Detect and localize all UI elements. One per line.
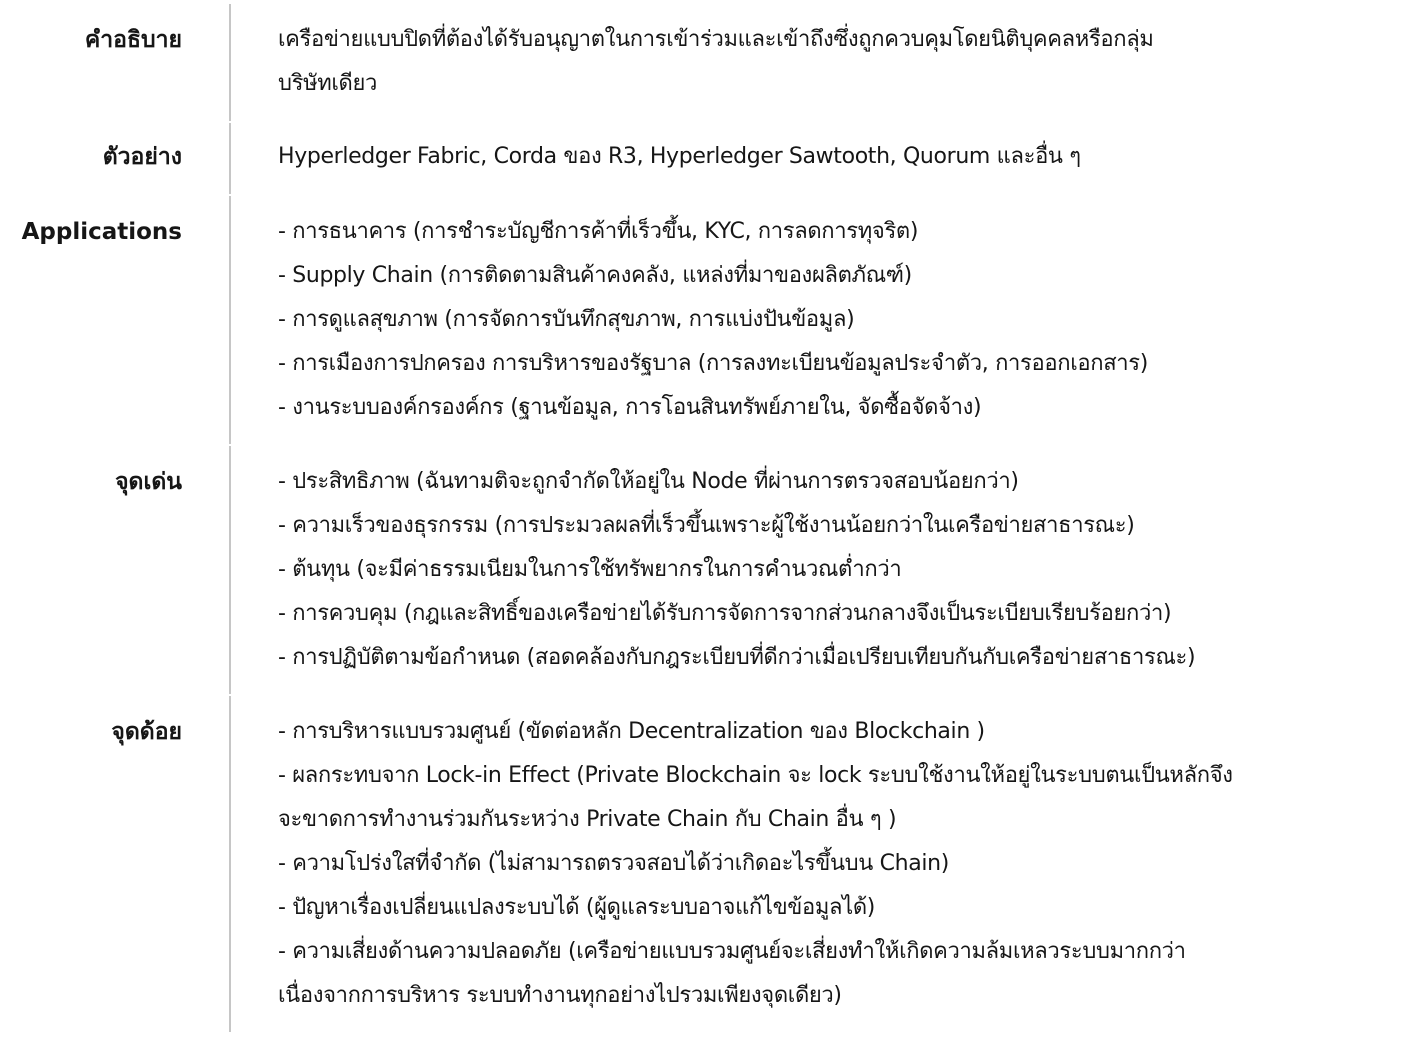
row-divider xyxy=(229,4,231,121)
row-advantages xyxy=(0,446,1414,694)
content-line: - การปฏิบัติตามข้อกำหนด (สอดคล้องกับกฎระเบียบที่ดีกว่าเมื่อเปรียบเทียบกันกับเครือข่ายสาธารณะ) xyxy=(278,645,1196,670)
content-line: Hyperledger Fabric, Corda ของ R3, Hyperledger Sawtooth, Quorum และอื่น ๆ xyxy=(278,144,1081,169)
content-line: - ปัญหาเรื่องเปลี่ยนแปลงระบบได้ (ผู้ดูแลระบบอาจแก้ไขข้อมูลได้) xyxy=(278,895,876,920)
row-content-applications xyxy=(278,210,1388,430)
row-content-description xyxy=(278,18,1388,106)
row-content-disadvantages xyxy=(278,710,1388,1018)
content-line: บริษัทเดียว xyxy=(278,71,378,96)
row-label-advantages: จุดเด่น xyxy=(115,469,182,495)
row-label-examples: ตัวอย่าง xyxy=(102,144,182,170)
row-label-disadvantages: จุดด้อย xyxy=(111,719,182,745)
content-line: จะขาดการทำงานร่วมกันระหว่าง Private Chain กับ Chain อื่น ๆ ) xyxy=(278,807,897,832)
content-line: - การดูแลสุขภาพ (การจัดการบันทึกสุขภาพ, การแบ่งปันข้อมูล) xyxy=(278,307,855,332)
content-line: - ความเสี่ยงด้านความปลอดภัย (เครือข่ายแบบรวมศูนย์จะเสี่ยงทำให้เกิดความล้มเหลวระบบมากกว่า xyxy=(278,939,1186,964)
row-divider xyxy=(229,196,231,444)
row-label-description: คำอธิบาย xyxy=(84,27,182,53)
content-line: - งานระบบองค์กรองค์กร (ฐานข้อมูล, การโอนสินทรัพย์ภายใน, จัดซื้อจัดจ้าง) xyxy=(278,395,982,420)
content-line: เครือข่ายแบบปิดที่ต้องได้รับอนุญาตในการเข้าร่วมและเข้าถึงซึ่งถูกควบคุมโดยนิติบุคคลหรือกลุ่ม xyxy=(278,27,1154,52)
row-divider xyxy=(229,696,231,1032)
content-line: - การธนาคาร (การชำระบัญชีการค้าที่เร็วขึ้น, KYC, การลดการทุจริต) xyxy=(278,219,919,244)
content-line: - ความเร็วของธุรกรรม (การประมวลผลที่เร็วขึ้นเพราะผู้ใช้งานน้อยกว่าในเครือข่ายสาธารณะ) xyxy=(278,513,1135,538)
content-line: - ความโปร่งใสที่จำกัด (ไม่สามารถตรวจสอบได้ว่าเกิดอะไรขึ้นบน Chain) xyxy=(278,851,949,876)
content-line: - การบริหารแบบรวมศูนย์ (ขัดต่อหลัก Decentralization ของ Blockchain ) xyxy=(278,719,985,744)
content-line: - ประสิทธิภาพ (ฉันทามติจะถูกจำกัดให้อยู่ใน Node ที่ผ่านการตรวจสอบน้อยกว่า) xyxy=(278,469,1019,494)
row-divider xyxy=(229,446,231,694)
content-line: - การควบคุม (กฎและสิทธิ์ของเครือข่ายได้รับการจัดการจากส่วนกลางจึงเป็นระเบียบเรียบร้อยกว่า) xyxy=(278,601,1172,626)
row-applications xyxy=(0,196,1414,444)
content-line: - ผลกระทบจาก Lock-in Effect (Private Blockchain จะ lock ระบบใช้งานให้อยู่ในระบบตนเป็นหลักจึง xyxy=(278,763,1233,788)
row-content-examples xyxy=(278,135,1388,179)
content-line: เนื่องจากการบริหาร ระบบทำงานทุกอย่างไปรวมเพียงจุดเดียว) xyxy=(278,983,842,1008)
row-label-applications: Applications xyxy=(21,219,182,245)
row-content-advantages xyxy=(278,460,1388,680)
content-line: - การเมืองการปกครอง การบริหารของรัฐบาล (การลงทะเบียนข้อมูลประจำตัว, การออกเอกสาร) xyxy=(278,351,1148,376)
content-line: - ต้นทุน (จะมีค่าธรรมเนียมในการใช้ทรัพยากรในการคำนวณต่ำกว่า xyxy=(278,557,902,582)
row-divider xyxy=(229,123,231,194)
row-examples xyxy=(0,123,1414,194)
row-disadvantages xyxy=(0,696,1414,1032)
content-line: - Supply Chain (การติดตามสินค้าคงคลัง, แหล่งที่มาของผลิตภัณฑ์) xyxy=(278,263,912,288)
row-description xyxy=(0,0,1414,121)
